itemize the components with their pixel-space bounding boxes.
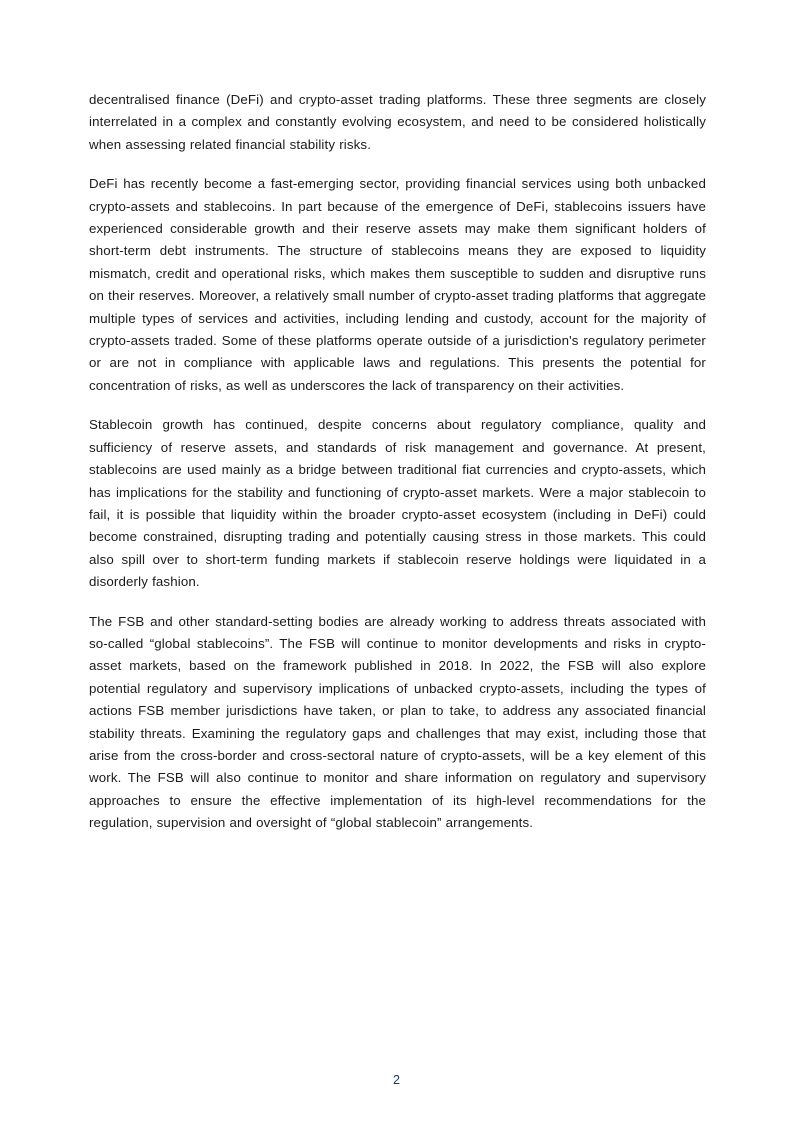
document-body [89,89,706,835]
body-paragraph-4: The FSB and other standard-setting bodies are already working to address threats associated with so-called “global stablecoins”. The FSB will continue to monitor developments and risks in crypto-asset markets, based on the framework published in 2018. In 2022, the FSB will also explore potential regulatory and supervisory implications of unbacked crypto-assets, including the types of actions FSB member jurisdictions have taken, or plan to take, to address any associated financial stability threats. Examining the regulatory gaps and challenges that may exist, including those that arise from the cross-border and cross-sectoral nature of crypto-assets, will be a key element of this work. The FSB will also continue to monitor and share information on regulatory and supervisory approaches to ensure the effective implementation of its high-level recommendations for the regulation, supervision and oversight of “global stablecoin” arrangements. [89,613,706,831]
page-footer [0,1071,793,1089]
body-paragraph-2: DeFi has recently become a fast-emerging sector, providing financial services using both unbacked crypto-assets and stablecoins. In part because of the emergence of DeFi, stablecoins issuers have experienced considerable growth and their reserve assets may make them significant holders of short-term debt instruments. The structure of stablecoins means they are exposed to liquidity mismatch, credit and operational risks, which makes them susceptible to sudden and disruptive runs on their reserves. Moreover, a relatively small number of crypto-asset trading platforms that aggregate multiple types of services and activities, including lending and custody, account for the majority of crypto-assets traded. Some of these platforms operate outside of a jurisdiction's regulatory perimeter or are not in compliance with applicable laws and regulations. This presents the potential for concentration of risks, as well as underscores the lack of transparency on their activities. [89,176,706,393]
page-number: 2 [393,1073,400,1087]
body-paragraph-1: decentralised finance (DeFi) and crypto-asset trading platforms. These three segments are closely interrelated in a complex and constantly evolving ecosystem, and need to be considered holistically when assessing related financial stability risks. [89,92,706,152]
body-paragraph-3: Stablecoin growth has continued, despite concerns about regulatory compliance, quality and sufficiency of reserve assets, and standards of risk management and governance. At present, stablecoins are used mainly as a bridge between traditional fiat currencies and crypto-assets, which has implications for the stability and functioning of crypto-asset markets. Were a major stablecoin to fail, it is possible that liquidity within the broader crypto-asset ecosystem (including in DeFi) could become constrained, disrupting trading and potentially causing stress in those markets. This could also spill over to short-term funding markets if stablecoin reserve holdings were liquidated in a disorderly fashion. [89,417,706,590]
